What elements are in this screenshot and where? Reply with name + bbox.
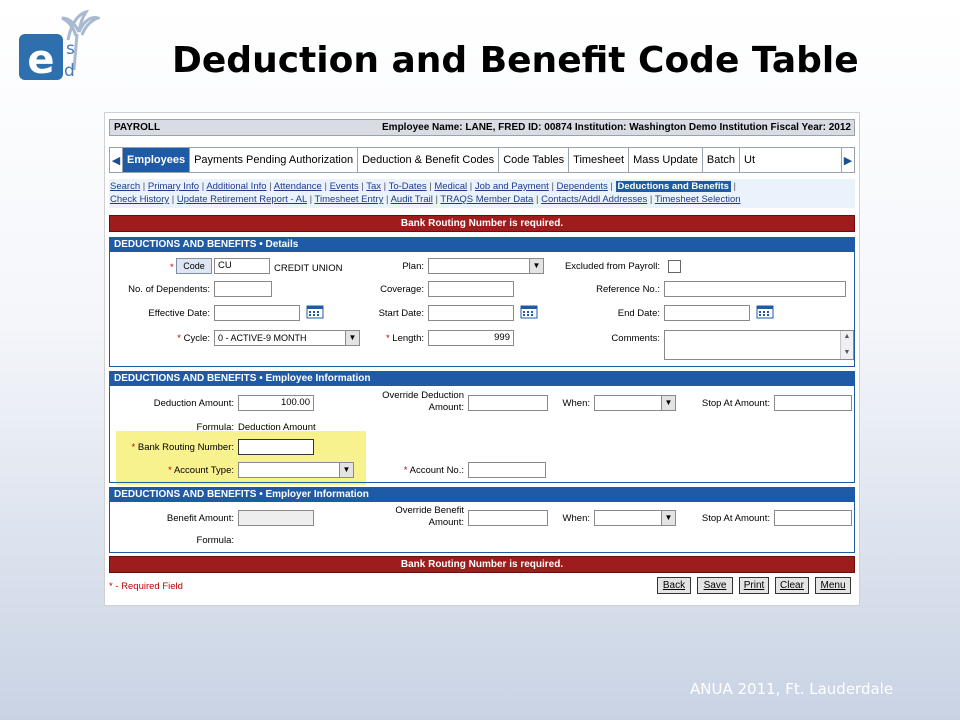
employer-when-label: When: [562, 513, 590, 524]
scroll-up-icon: ▲ [843, 333, 851, 340]
override-benefit-field[interactable] [468, 510, 548, 526]
save-button[interactable]: Save [697, 577, 733, 594]
employee-info-header: DEDUCTIONS AND BENEFITS • Employee Information [110, 372, 854, 386]
employer-info-section [109, 487, 855, 553]
employer-formula-label: Formula: [196, 535, 234, 546]
routing-number-field[interactable] [238, 439, 314, 455]
chevron-down-icon: ▼ [339, 463, 353, 477]
link-primary-info[interactable]: Primary Info [147, 181, 200, 192]
account-type-select[interactable] [238, 462, 354, 478]
end-date-field[interactable] [664, 305, 750, 321]
link-check-history[interactable]: Check History [110, 194, 170, 205]
calendar-icon[interactable] [306, 305, 324, 319]
tab-payments-pending[interactable]: Payments Pending Authorization [189, 148, 357, 172]
employer-info-header: DEDUCTIONS AND BENEFITS • Employer Information [110, 488, 854, 502]
tab-deduction-benefit-codes[interactable]: Deduction & Benefit Codes [357, 148, 498, 172]
link-medical[interactable]: Medical [434, 181, 468, 192]
chevron-down-icon: ▼ [661, 396, 675, 410]
link-audit-trail[interactable]: Audit Trail [390, 194, 433, 205]
tab-batch[interactable]: Batch [702, 148, 739, 172]
link-timesheet-entry[interactable]: Timesheet Entry [314, 194, 384, 205]
stop-at-amount-label: Stop At Amount: [701, 398, 770, 409]
override-deduction-label: Override Deduction Amount: [382, 390, 464, 413]
account-no-label: * Account No.: [403, 465, 464, 476]
clear-button[interactable]: Clear [775, 577, 809, 594]
chevron-down-icon: ▼ [529, 259, 543, 273]
cycle-select[interactable]: 0 - ACTIVE-9 MONTH ▼ [214, 330, 360, 346]
svg-text:d: d [64, 61, 75, 81]
effective-date-field[interactable] [214, 305, 300, 321]
employer-stop-at-amount-label: Stop At Amount: [701, 513, 770, 524]
code-description: CREDIT UNION [274, 263, 343, 274]
link-traqs-member-data[interactable]: TRAQS Member Data [440, 194, 534, 205]
link-deductions-and-benefits[interactable]: Deductions and Benefits [617, 181, 729, 192]
override-benefit-label: Override Benefit Amount: [395, 505, 464, 528]
scroll-down-icon: ▼ [843, 349, 851, 356]
employer-stop-at-amount-field[interactable] [774, 510, 852, 526]
end-date-label: End Date: [617, 308, 660, 319]
menu-button[interactable]: Menu [815, 577, 851, 594]
slide-title: Deduction and Benefit Code Table [172, 40, 859, 81]
override-deduction-field[interactable] [468, 395, 548, 411]
deduction-amount-label: Deduction Amount: [153, 398, 234, 409]
required-field-note: * - Required Field [109, 581, 183, 592]
link-contacts-addresses[interactable]: Contacts/Addl Addresses [541, 194, 648, 205]
back-button[interactable]: Back [657, 577, 691, 594]
calendar-icon[interactable] [756, 305, 774, 319]
payroll-header [109, 119, 855, 136]
coverage-field[interactable] [428, 281, 514, 297]
link-attendance[interactable]: Attendance [273, 181, 322, 192]
reference-label: Reference No.: [596, 284, 660, 295]
employer-when-select[interactable] [594, 510, 676, 526]
link-job-and-payment[interactable]: Job and Payment [474, 181, 549, 192]
reference-field[interactable] [664, 281, 846, 297]
benefit-amount-label: Benefit Amount: [166, 513, 234, 524]
dependents-label: No. of Dependents: [128, 284, 210, 295]
action-bar [109, 575, 855, 599]
print-button[interactable]: Print [739, 577, 769, 594]
module-name: PAYROLL [114, 122, 161, 133]
details-section [109, 237, 855, 367]
link-dependents[interactable]: Dependents [556, 181, 608, 192]
coverage-label: Coverage: [380, 284, 424, 295]
link-events[interactable]: Events [329, 181, 359, 192]
link-tax[interactable]: Tax [366, 181, 382, 192]
stop-at-amount-field[interactable] [774, 395, 852, 411]
when-select[interactable] [594, 395, 676, 411]
chevron-down-icon: ▼ [661, 511, 675, 525]
employee-info-section [109, 371, 855, 483]
link-update-retirement-report[interactable]: Update Retirement Report - AL [176, 194, 307, 205]
link-additional-info[interactable]: Additional Info [206, 181, 267, 192]
link-search[interactable]: Search [110, 181, 141, 192]
effective-date-label: Effective Date: [148, 308, 210, 319]
sub-nav-links: Search | Primary Info | Additional Info | Attendance | Events | Tax | To-Dates | Medical | Job and Payment | Dependents | Deductions and Benefits | Check History | Update Retirement Report - AL | Timesheet Entry | Audit Trail | TRAQS Member Data | Contacts/Addl Addresses | Timesheet Selection [109, 179, 855, 208]
plan-select[interactable] [428, 258, 544, 274]
employee-info: Employee Name: LANE, FRED ID: 00874 Institution: Washington Demo Institution Fiscal Year: 2012 [382, 122, 851, 133]
chevron-down-icon: ▼ [345, 331, 359, 345]
code-field[interactable]: CU [214, 258, 270, 274]
details-header: DEDUCTIONS AND BENEFITS • Details [110, 238, 854, 252]
code-lookup-button[interactable]: Code [176, 258, 212, 274]
calendar-icon[interactable] [520, 305, 538, 319]
comments-label: Comments: [611, 333, 660, 344]
tab-code-tables[interactable]: Code Tables [498, 148, 568, 172]
error-banner-bottom: Bank Routing Number is required. [109, 556, 855, 573]
account-type-label: * Account Type: [168, 465, 234, 476]
payroll-app [104, 112, 860, 606]
start-date-field[interactable] [428, 305, 514, 321]
tab-scroll-left-icon[interactable]: ◀ [111, 154, 121, 167]
tab-timesheet[interactable]: Timesheet [568, 148, 628, 172]
benefit-amount-field[interactable] [238, 510, 314, 526]
excluded-label: Excluded from Payroll: [564, 261, 660, 272]
routing-number-label: * Bank Routing Number: [131, 442, 234, 453]
tab-scroll-right-icon[interactable]: ▶ [841, 148, 854, 172]
length-field[interactable]: 999 [428, 330, 514, 346]
code-required-marker: * [170, 262, 174, 273]
dependents-field[interactable] [214, 281, 272, 297]
start-date-label: Start Date: [378, 308, 424, 319]
comments-scrollbar[interactable] [840, 331, 853, 359]
cycle-label: * Cycle: [177, 333, 210, 344]
error-banner-top: Bank Routing Number is required. [109, 215, 855, 232]
tab-employees[interactable]: Employees [122, 148, 189, 172]
comments-textarea[interactable] [664, 330, 854, 360]
deduction-amount-field[interactable]: 100.00 [238, 395, 314, 411]
tab-mass-update[interactable]: Mass Update [628, 148, 702, 172]
slide-footer: ANUA 2011, Ft. Lauderdale [690, 680, 894, 698]
formula-value: Deduction Amount [238, 422, 316, 433]
when-label: When: [562, 398, 590, 409]
esd-logo [16, 10, 100, 84]
formula-label: Formula: [196, 422, 234, 433]
tab-bar [109, 147, 855, 173]
account-no-field[interactable] [468, 462, 546, 478]
link-timesheet-selection[interactable]: Timesheet Selection [654, 194, 741, 205]
excluded-checkbox[interactable] [668, 260, 681, 273]
svg-text:e: e [27, 37, 55, 83]
plan-label: Plan: [402, 261, 424, 272]
tab-utilities[interactable]: Ut [739, 148, 841, 172]
svg-text:s: s [66, 39, 75, 59]
length-label: * Length: [385, 333, 424, 344]
link-to-dates[interactable]: To-Dates [388, 181, 427, 192]
